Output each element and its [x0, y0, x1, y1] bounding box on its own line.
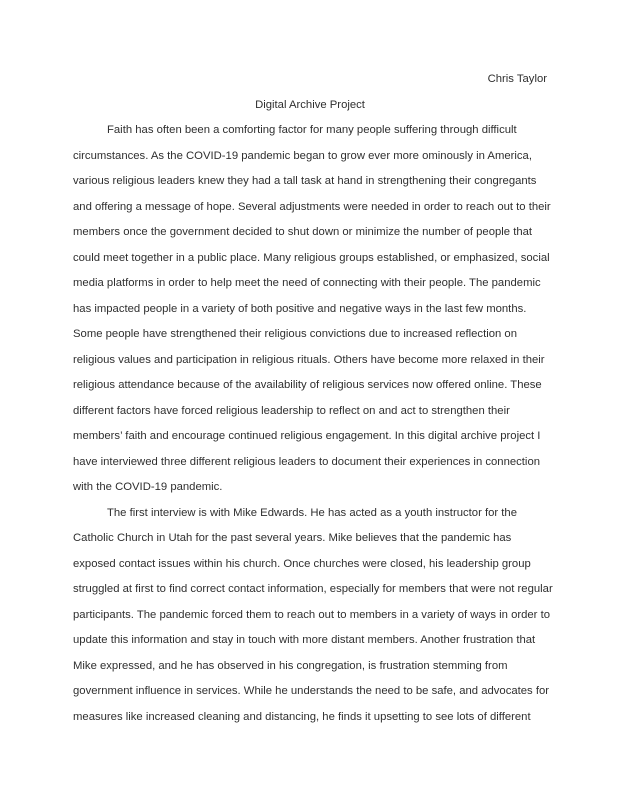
text-line: government influence in services. While he understands the need to be safe, and advocates for — [73, 685, 550, 697]
text-line: update this information and stay in touch with more distant members. Another frustration that — [73, 634, 536, 646]
text-line: could meet together in a public place. Many religious groups established, or emphasized, social — [73, 251, 550, 264]
text-line: religious values and participation in religious rituals. Others have become more relaxed in their — [73, 353, 545, 366]
text-line: with the COVID-19 pandemic. — [73, 481, 223, 493]
text-line: has impacted people in a variety of both positive and negative ways in the last few months. — [73, 302, 527, 315]
text-line: participants. The pandemic forced them to reach out to members in a variety of ways in order to — [73, 608, 551, 621]
paragraph-intro — [73, 118, 551, 501]
text-line: exposed contact issues within his church. Once churches were closed, his leadership group — [73, 557, 531, 570]
text-line: Some people have strengthened their religious convictions due to increased reflection on — [73, 328, 517, 340]
text-line: measures like increased cleaning and distancing, he finds it upsetting to see lots of different — [73, 710, 531, 723]
text-line: have interviewed three different religious leaders to document their experiences in connection — [73, 455, 541, 468]
text-line: struggled at first to find correct contact information, especially for members that were not regular — [73, 583, 553, 595]
document-title: Digital Archive Project — [255, 98, 365, 111]
text-line: and offering a message of hope. Several adjustments were needed in order to reach out to their — [73, 200, 551, 213]
text-line: The first interview is with Mike Edwards. He has acted as a youth instructor for the — [107, 506, 517, 519]
paragraph-first-interview — [73, 501, 553, 731]
text-line: religious attendance because of the availability of religious services now offered online. These — [73, 379, 542, 391]
text-line: members once the government decided to shut down or minimize the number of people that — [73, 226, 533, 238]
author-name: Chris Taylor — [487, 73, 547, 85]
text-line: Catholic Church in Utah for the past several years. Mike believes that the pandemic has — [73, 532, 512, 544]
text-line: various religious leaders knew they had a tall task at hand in strengthening their congregants — [73, 175, 537, 187]
text-line: circumstances. As the COVID-19 pandemic began to grow ever more ominously in America, — [73, 149, 532, 162]
text-line: members’ faith and encourage continued religious engagement. In this digital archive project I — [73, 430, 541, 442]
text-line: Mike expressed, and he has observed in his congregation, is frustration stemming from — [73, 659, 508, 672]
text-line: different factors have forced religious leadership to reflect on and act to strengthen their — [73, 404, 510, 417]
text-line: Faith has often been a comforting factor for many people suffering through difficult — [107, 124, 517, 136]
text-line: media platforms in order to help meet the need of connecting with their people. The pandemic — [73, 277, 541, 289]
document-content — [73, 67, 553, 730]
